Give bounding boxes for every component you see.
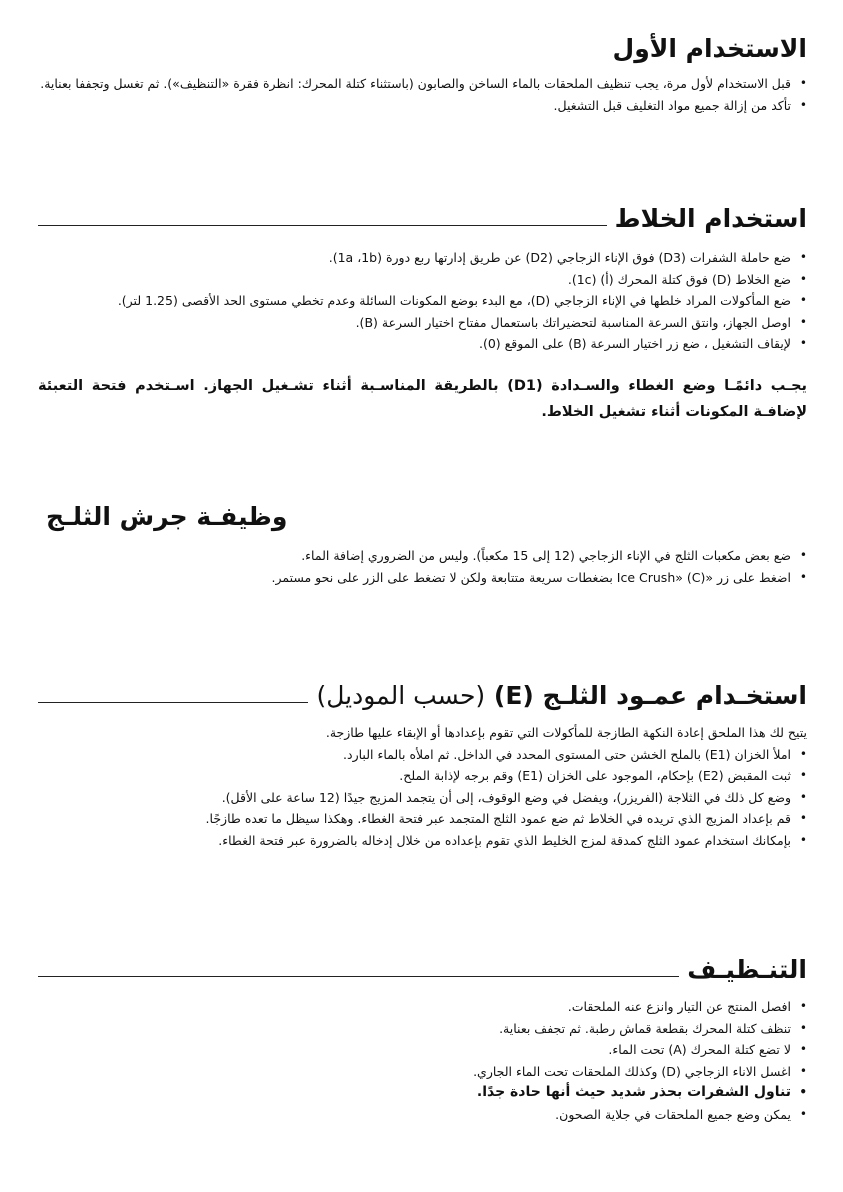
- list-item: • ضع المأكولات المراد خلطها في الإناء الزجاجي (D)، مع البدء بوضع المكونات السائلة وعدم تخطي مستوى الحد الأقصى (1.25 لتر).: [38, 290, 807, 312]
- list-item: • تأكد من إزالة جميع مواد التغليف قبل التشغيل.: [38, 95, 807, 117]
- ice-crush-section: [38, 504, 807, 588]
- list-item: • ضع حاملة الشفرات (D3) فوق الإناء الزجاجي (D2) عن طريق إدارتها ربع دورة (1a ،1b).: [38, 247, 807, 269]
- ice-column-section: [38, 683, 807, 851]
- list-item: • اضغط على زر «Ice Crush» (C) بضغطات سريعة متتابعة ولكن لا تضغط على الزر على نحو مستمر.: [38, 567, 807, 589]
- first-use-section: [38, 36, 807, 116]
- first-use-heading: الاستخدام الأول: [612, 34, 807, 63]
- list-item: • اغسل الاناء الزجاجي (D) وكذلك الملحقات تحت الماء الجاري.: [38, 1061, 807, 1083]
- list-item: • املأ الخزان (E1) بالملح الخشن حتى المستوى المحدد في الداخل. ثم املأه بالماء البارد.: [38, 744, 807, 766]
- blender-use-section: [38, 206, 807, 425]
- cleaning-section: [38, 957, 807, 1125]
- ice-column-list: [38, 744, 807, 852]
- list-item: • بإمكانك استخدام عمود الثلج كمدقة لمزج الخليط الذي تقوم بإعداده من خلال إدخاله بالضرورة عبر فتحة الغطاء.: [38, 830, 807, 852]
- list-item: • لا تضع كتلة المحرك (A) تحت الماء.: [38, 1039, 807, 1061]
- blender-use-list: [38, 247, 807, 355]
- first-use-list: [38, 73, 807, 116]
- blender-use-heading: استخدام الخلاط: [614, 204, 807, 233]
- list-item: • افصل المنتج عن التيار وانزع عنه الملحقات.: [38, 996, 807, 1018]
- list-item: • ثبت المقبض (E2) بإحكام، الموجود على الخزان (E1) وقم برجه لإذابة الملح.: [38, 765, 807, 787]
- list-item: • يمكن وضع جميع الملحقات في جلاية الصحون.: [38, 1104, 807, 1126]
- list-item: • ضع الخلاط (D) فوق كتلة المحرك (أ) (1c).: [38, 269, 807, 291]
- ice-column-title: استخـدام عمـود الثلـج (E): [493, 681, 807, 710]
- ice-crush-heading: وظيفـة جرش الثلـج: [46, 502, 288, 531]
- list-item: • وضع كل ذلك في الثلاجة (الفريزر)، ويفضل في وضع الوقوف، إلى أن يتجمد المزيج جيدًا (12 ساعة على الأقل).: [38, 787, 807, 809]
- manual-page: [38, 0, 807, 1192]
- list-item: • لإيقاف التشغيل ، ضع زر اختيار السرعة (B) على الموقع (0).: [38, 333, 807, 355]
- section-divider: [38, 225, 607, 226]
- blender-warning: يجـب دائمًـا وضع الغطاء والسـدادة (D1) بالطريقة المناسـبة أثناء تشـغيل الجهاز. اسـتخدم فتحة التعبئة لإضافـة المكونات أثناء تشغيل الخلاط.: [38, 377, 807, 420]
- ice-column-intro: يتيح لك هذا الملحق إعادة النكهة الطازجة للمأكولات التي تقوم بإعدادها أو الإبقاء عليها طازجة.: [325, 725, 807, 740]
- ice-crush-list: [38, 545, 807, 588]
- list-item: • ضع بعض مكعبات الثلج في الإناء الزجاجي (12 إلى 15 مكعباً). وليس من الضروري إضافة الماء.: [38, 545, 807, 567]
- list-item: • تنظف كتلة المحرك بقطعة قماش رطبة. ثم تجفف بعناية.: [38, 1018, 807, 1040]
- list-item: • قم بإعداد المزيج الذي تريده في الخلاط ثم ضع عمود الثلج المتجمد عبر فتحة الغطاء. وهكذا سيظل ما تعده طازجًا.: [38, 808, 807, 830]
- section-divider: [38, 702, 308, 703]
- list-item: • اوصل الجهاز، وانتق السرعة المناسبة لتحضيراتك باستعمال مفتاح اختيار السرعة (B).: [38, 312, 807, 334]
- ice-column-model-note: (حسب الموديل): [316, 681, 486, 710]
- cleaning-list: [38, 996, 807, 1125]
- list-item: • قبل الاستخدام لأول مرة، يجب تنظيف الملحقات بالماء الساخن والصابون (باستثناء كتلة المحرك: انظرة فقرة «التنظيف»). ثم تغسل وتجففا بعناية.: [38, 73, 807, 95]
- cleaning-heading: التنـظيـف: [687, 955, 807, 984]
- list-item-warning: • تناول الشفرات بحذر شديد حيث أنها حادة جدًا.: [38, 1082, 807, 1104]
- section-divider: [38, 976, 679, 977]
- ice-column-heading: [316, 683, 807, 708]
